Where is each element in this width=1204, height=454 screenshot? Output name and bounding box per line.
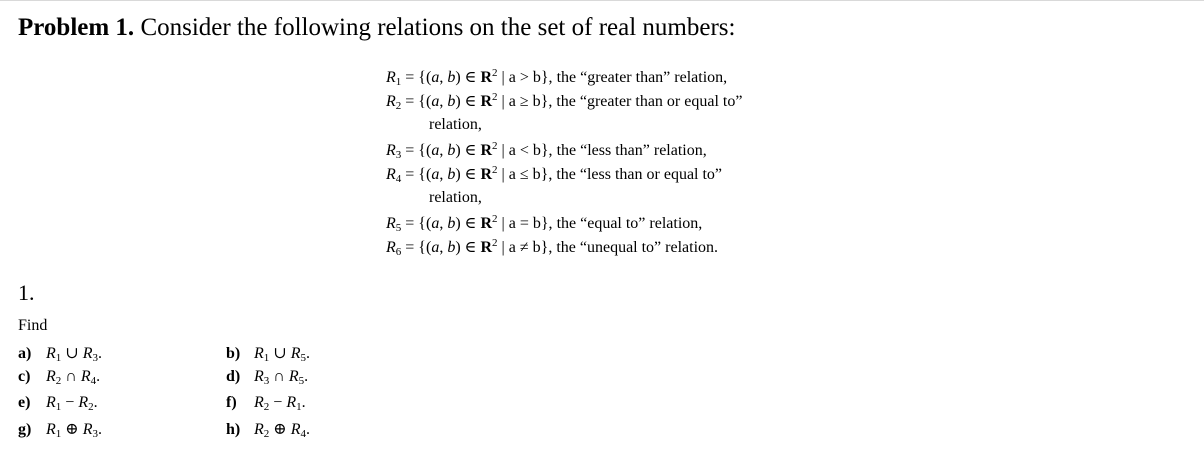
exercise-f bbox=[226, 394, 306, 412]
relation-subscript: 4 bbox=[395, 173, 402, 185]
problem-heading bbox=[18, 14, 735, 42]
exercise-right-subscript: 5 bbox=[298, 375, 305, 387]
var-a: a bbox=[431, 93, 440, 110]
exercise-period: . bbox=[93, 394, 98, 411]
reals-symbol: R bbox=[480, 93, 493, 110]
reals-symbol: R bbox=[480, 239, 493, 256]
relation-prefix: = {( bbox=[401, 69, 432, 86]
relation-description: the “less than or equal to” bbox=[556, 166, 723, 183]
exercise-right-subscript: 3 bbox=[92, 352, 98, 364]
exercise-label: h) bbox=[226, 421, 241, 438]
exercise-right-subscript: 4 bbox=[90, 375, 97, 387]
exercise-period: . bbox=[96, 368, 101, 385]
exercise-left-subscript: 2 bbox=[263, 428, 270, 440]
var-b: b bbox=[447, 93, 456, 110]
comma: , bbox=[439, 142, 448, 159]
relation-description: the “unequal to” relation. bbox=[556, 239, 719, 256]
exercise-label: c) bbox=[18, 368, 31, 385]
exercise-left-operand: R bbox=[254, 394, 264, 411]
exercise-right-operand: R bbox=[78, 394, 89, 411]
exercise-right-operand: R bbox=[286, 394, 297, 411]
exercise-left-operand: R bbox=[254, 421, 264, 438]
exercise-operator: ⊕ bbox=[269, 421, 291, 438]
exercise-left-operand: R bbox=[254, 368, 264, 385]
comma: , bbox=[439, 239, 448, 256]
exercise-operator: − bbox=[269, 394, 287, 411]
relation-condition: | a = b}, bbox=[497, 215, 557, 232]
exercise-operator: ∪ bbox=[269, 345, 291, 362]
top-divider bbox=[0, 0, 1204, 1]
relation-symbol: R bbox=[386, 142, 396, 159]
exercise-left-subscript: 1 bbox=[55, 352, 62, 364]
var-b: b bbox=[447, 69, 456, 86]
relation-r2 bbox=[386, 90, 742, 139]
exercise-label: b) bbox=[226, 345, 241, 362]
relation-symbol: R bbox=[386, 215, 396, 232]
exercise-h bbox=[226, 419, 310, 439]
relation-continuation: relation, bbox=[429, 116, 482, 133]
exercise-c bbox=[18, 368, 100, 386]
exercise-left-subscript: 2 bbox=[55, 375, 62, 387]
reals-exponent: 2 bbox=[492, 237, 498, 249]
relation-symbol: R bbox=[386, 69, 396, 86]
comma: , bbox=[439, 166, 448, 183]
element-of: ) ∈ bbox=[455, 239, 481, 256]
exercise-period: . bbox=[305, 421, 310, 438]
exercise-label: e) bbox=[18, 394, 31, 411]
exercise-period: . bbox=[305, 345, 310, 362]
relation-continuation: relation, bbox=[429, 189, 482, 206]
var-b: b bbox=[447, 215, 456, 232]
relation-condition: | a ≠ b}, bbox=[497, 239, 557, 256]
relation-description: the “equal to” relation, bbox=[556, 215, 703, 232]
relation-condition: | a > b}, bbox=[497, 69, 557, 86]
exercise-left-operand: R bbox=[46, 394, 56, 411]
var-a: a bbox=[431, 69, 440, 86]
var-b: b bbox=[447, 166, 456, 183]
comma: , bbox=[439, 69, 448, 86]
exercise-g bbox=[18, 419, 102, 439]
exercise-operator: − bbox=[61, 394, 79, 411]
exercise-left-operand: R bbox=[46, 368, 56, 385]
relation-subscript: 2 bbox=[395, 100, 402, 112]
exercise-right-operand: R bbox=[290, 421, 301, 438]
exercise-b bbox=[226, 343, 310, 363]
reals-exponent: 2 bbox=[492, 164, 498, 176]
relation-prefix: = {( bbox=[401, 239, 432, 256]
exercise-operator: ⊕ bbox=[61, 421, 83, 438]
exercise-period: . bbox=[97, 421, 102, 438]
comma: , bbox=[439, 93, 448, 110]
var-b: b bbox=[447, 142, 456, 159]
relation-condition: | a ≤ b}, bbox=[497, 166, 557, 183]
relation-description: the “less than” relation, bbox=[556, 142, 707, 159]
relation-r4 bbox=[386, 163, 742, 212]
comma: , bbox=[439, 215, 448, 232]
exercise-period: . bbox=[97, 345, 102, 362]
relation-prefix: = {( bbox=[401, 166, 432, 183]
reals-exponent: 2 bbox=[492, 67, 498, 79]
exercise-left-subscript: 1 bbox=[55, 401, 62, 413]
exercise-right-operand: R bbox=[288, 368, 299, 385]
relation-r5 bbox=[386, 212, 742, 236]
reals-exponent: 2 bbox=[492, 91, 498, 103]
problem-title-bold: Problem 1. bbox=[18, 14, 135, 41]
exercise-right-subscript: 2 bbox=[88, 401, 94, 413]
element-of: ) ∈ bbox=[455, 215, 481, 232]
exercise-right-operand: R bbox=[82, 421, 93, 438]
exercise-right-subscript: 1 bbox=[296, 401, 302, 413]
reals-exponent: 2 bbox=[492, 140, 498, 152]
exercise-left-operand: R bbox=[46, 421, 56, 438]
relation-condition: | a ≥ b}, bbox=[497, 93, 557, 110]
relation-subscript: 3 bbox=[395, 149, 402, 161]
reals-symbol: R bbox=[480, 215, 493, 232]
exercise-a bbox=[18, 343, 102, 363]
exercise-left-operand: R bbox=[46, 345, 56, 362]
exercise-right-subscript: 3 bbox=[92, 428, 98, 440]
relation-subscript: 6 bbox=[395, 246, 402, 258]
reals-symbol: R bbox=[480, 142, 493, 159]
var-a: a bbox=[431, 239, 440, 256]
relation-symbol: R bbox=[386, 93, 396, 110]
exercise-operator: ∩ bbox=[269, 368, 289, 385]
relations-list bbox=[386, 66, 742, 260]
exercise-right-operand: R bbox=[80, 368, 91, 385]
var-a: a bbox=[431, 142, 440, 159]
exercise-operator: ∪ bbox=[61, 345, 83, 362]
exercise-right-operand: R bbox=[290, 345, 301, 362]
problem-title-text: Consider the following relations on the set of real numbers: bbox=[134, 14, 736, 41]
relation-symbol: R bbox=[386, 166, 396, 183]
find-label: Find bbox=[18, 317, 48, 334]
element-of: ) ∈ bbox=[455, 142, 481, 159]
exercise-left-operand: R bbox=[254, 345, 264, 362]
relation-prefix: = {( bbox=[401, 215, 432, 232]
exercise-label: d) bbox=[226, 368, 241, 385]
exercise-right-subscript: 4 bbox=[300, 428, 306, 440]
var-b: b bbox=[447, 239, 456, 256]
exercise-left-subscript: 1 bbox=[55, 428, 62, 440]
element-of: ) ∈ bbox=[455, 166, 481, 183]
relation-prefix: = {( bbox=[401, 93, 432, 110]
relation-condition: | a < b}, bbox=[497, 142, 557, 159]
exercise-right-subscript: 5 bbox=[300, 352, 306, 364]
relation-subscript: 5 bbox=[395, 222, 402, 234]
relation-r6 bbox=[386, 236, 742, 260]
relation-symbol: R bbox=[386, 239, 396, 256]
exercise-left-subscript: 3 bbox=[263, 375, 270, 387]
exercise-period: . bbox=[304, 368, 309, 385]
exercise-label: g) bbox=[18, 421, 32, 438]
reals-symbol: R bbox=[480, 69, 493, 86]
var-a: a bbox=[431, 166, 440, 183]
relation-subscript: 1 bbox=[395, 76, 402, 88]
element-of: ) ∈ bbox=[455, 93, 481, 110]
reals-symbol: R bbox=[480, 166, 493, 183]
exercise-right-operand: R bbox=[82, 345, 93, 362]
element-of: ) ∈ bbox=[455, 69, 481, 86]
exercise-operator: ∩ bbox=[61, 368, 81, 385]
relation-r3 bbox=[386, 139, 742, 163]
exercise-period: . bbox=[301, 394, 306, 411]
exercise-d bbox=[226, 368, 308, 386]
relation-r1 bbox=[386, 66, 742, 90]
relation-description: the “greater than” relation, bbox=[556, 69, 728, 86]
var-a: a bbox=[431, 215, 440, 232]
section-number: 1. bbox=[18, 280, 35, 305]
exercise-left-subscript: 2 bbox=[263, 401, 270, 413]
reals-exponent: 2 bbox=[492, 213, 498, 225]
relation-description: the “greater than or equal to” bbox=[556, 93, 743, 110]
exercise-label: a) bbox=[18, 345, 32, 362]
exercise-left-subscript: 1 bbox=[263, 352, 270, 364]
exercise-label: f) bbox=[226, 394, 237, 411]
exercise-e bbox=[18, 394, 98, 412]
relation-prefix: = {( bbox=[401, 142, 432, 159]
